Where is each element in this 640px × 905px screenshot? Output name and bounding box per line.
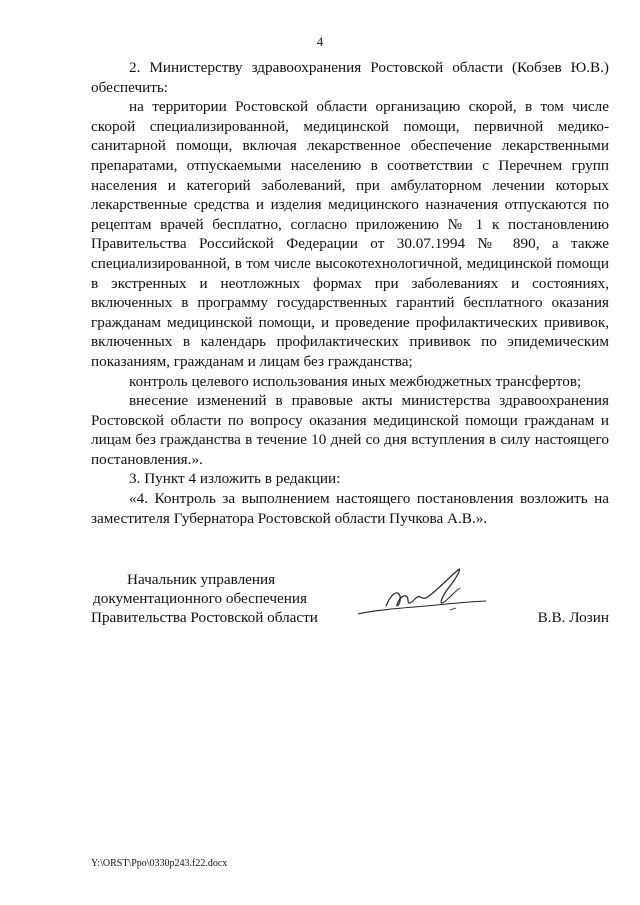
signature-block — [91, 570, 609, 640]
handwritten-signature-icon — [346, 562, 516, 632]
paragraph-item-2: 2. Министерству здравоохранения Ростовской области (Кобзев Ю.В.) обеспечить: — [91, 59, 609, 96]
paragraph-legal-changes: внесение изменений в правовые акты министерства здравоохранения Ростовской области по вопросу оказания медицинской помощи гражданам и лицам без гражданства в течение 10 дней со дня вступления в силу настоящего постановления.». — [91, 392, 609, 468]
position-line-2: документационного обеспечения — [93, 590, 307, 607]
paragraph-item-4-quote: «4. Контроль за выполнением настоящего постановления возложить на заместителя Губернатора Ростовской области Пучкова А.В.». — [91, 490, 609, 527]
position-line-1: Начальник управления — [127, 571, 276, 588]
paragraph-transfers-control: контроль целевого использования иных межбюджетных трансфертов; — [129, 372, 582, 390]
paragraph-emergency-care: на территории Ростовской области организацию скорой, в том числе скорой специализированной, медицинской помощи, первичной медико-санитарной помощи, включая лекарственное обеспечение лекарственными препаратами, отпускаемыми населению в соответствии с Перечнем групп населения и категорий заболеваний, при амбулаторном лечении которых лекарственные средства и изделия медицинского назначения отпускаются по рецептам врачей бесплатно, согласно приложению № 1 к постановлению Правительства Российской Федерации от 30.07.1994 № 890, а также специализированной, в том числе высокотехнологичной, медицинской помощи в экстренных и неотложных формах при заболеваниях и состояниях, включенных в программу государственных гарантий бесплатного оказания гражданам медицинской помощи, и проведение профилактических прививок, включенных в календарь профилактических прививок по эпидемическим показаниям, гражданам и лицам без гражданства; — [91, 98, 609, 370]
position-line-3: Правительства Ростовской области — [91, 609, 318, 626]
footer-file-path: Y:\ORST\Ppo\0330p243.f22.docx — [91, 858, 228, 869]
signatory-position — [91, 570, 318, 627]
page-number: 4 — [316, 34, 324, 49]
paragraph-item-3: 3. Пункт 4 изложить в редакции: — [129, 470, 341, 488]
signatory-name: В.В. Лозин — [537, 609, 609, 626]
document-body — [91, 58, 609, 528]
